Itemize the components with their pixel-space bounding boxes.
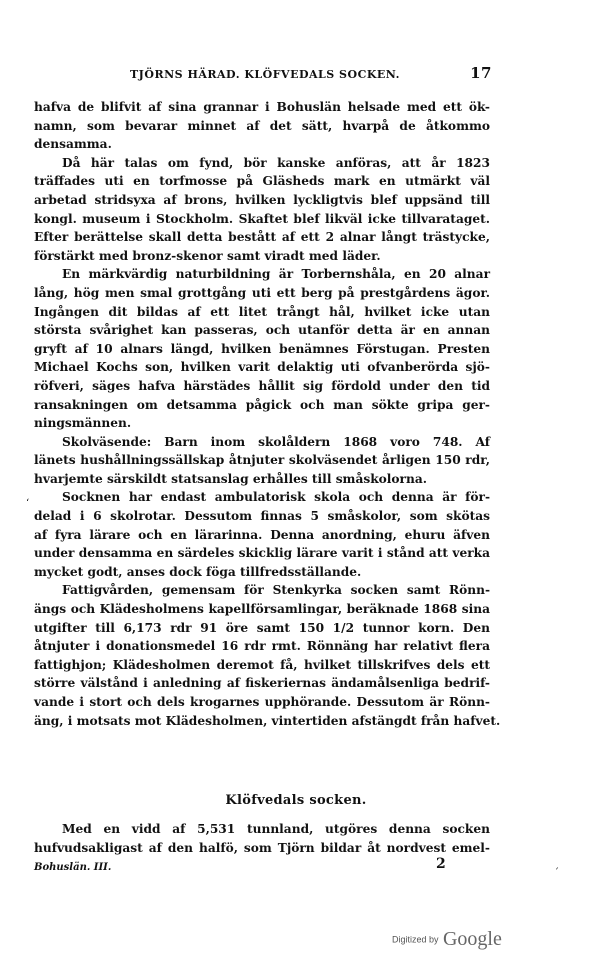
text-line: äng, i motsats mot Klädesholmen, vintertiden afstängdt från hafvet.	[34, 713, 501, 728]
text-line: fattighjon; Klädesholmen deremot få, hvilket tillskrifves dels ett	[34, 657, 490, 672]
watermark-prefix: Digitized by	[392, 934, 439, 945]
text-line: En märkvärdig naturbildning är Torbernshåla, en 20 alnar	[62, 267, 490, 282]
running-title: TJÖRNS HÄRAD. KLÖFVEDALS SOCKEN.	[130, 68, 400, 81]
text-line: under densamma en särdeles skicklig lärare varit i stånd att verka	[34, 546, 490, 561]
text-line: Michael Kochs son, hvilken varit delaktig uti ofvanberörda sjö-	[34, 360, 490, 375]
text-line: Skolväsende: Barn inom skolåldern 1868 voro 748. Af	[62, 434, 490, 449]
sheet-number: 2	[436, 856, 446, 872]
signature-mark: Bohuslän. III.	[34, 862, 112, 873]
section-heading: Klöfvedals socken.	[225, 793, 367, 808]
text-line: hufvudsakligast af den halfö, som Tjörn bildar åt nordvest emel-	[34, 840, 490, 855]
text-line: utgifter till 6,173 rdr 91 öre samt 150 1/2 tunnor korn. Den	[34, 620, 490, 635]
text-line: största svårighet kan passeras, och utanför detta är en annan	[34, 323, 490, 338]
text-line: Socknen har endast ambulatorisk skola och denna är för-	[62, 490, 490, 505]
watermark-brand: Google	[442, 928, 502, 950]
page-number: 17	[470, 64, 492, 82]
text-line: densamma.	[34, 137, 112, 152]
text-line: träffades uti en torfmosse på Gläsheds mark en utmärkt väl	[34, 174, 490, 189]
digitization-watermark	[392, 928, 502, 951]
main-text-block	[34, 98, 501, 730]
text-line: länets hushållningssällskap åtnjuter skolväsendet årligen 150 rdr,	[34, 453, 490, 468]
text-line: ransakningen om detsamma pågick och man sökte gripa ger-	[34, 397, 490, 412]
text-line: hvarjemte särskildt statsanslag erhålles till småskolorna.	[34, 471, 427, 486]
text-line: mycket godt, anses dock föga tillfredsställande.	[34, 564, 362, 579]
text-line: af fyra lärare och en lärarinna. Denna anordning, ehuru äfven	[34, 527, 490, 542]
text-line: Med en vidd af 5,531 tunnland, utgöres denna socken	[62, 822, 490, 836]
text-line: Ingången dit bildas af ett litet trångt hål, hvilket icke utan	[34, 304, 490, 319]
text-line: vande i stort och dels krogarnes upphörande. Dessutom är Rönn-	[34, 695, 490, 709]
text-line: ningsmännen.	[34, 416, 132, 431]
text-line: åtnjuter i donationsmedel 16 rdr rmt. Rönnäng har relativt flera	[34, 639, 490, 654]
text-line: arbetad stridsyxa af brons, hvilken lyckligtvis blef uppsänd till	[34, 192, 490, 207]
text-line: röfveri, säges hafva härstädes hållit sig fördold under den tid	[34, 378, 490, 393]
text-line: hafva de blifvit af sina grannar i Bohuslän helsade med ett ök-	[34, 100, 490, 114]
text-line: gryft af 10 alnars längd, hvilken benämnes Förstugan. Presten	[34, 341, 490, 356]
text-line: ängs och Klädesholmens kapellförsamlingar, beräknade 1868 sina	[34, 602, 490, 617]
margin-mark: ´	[554, 868, 559, 879]
text-line: namn, som bevarar minnet af det sätt, hvarpå de åtkommo	[34, 118, 490, 133]
text-line: delad i 6 skolrotar. Dessutom finnas 5 småskolor, som skötas	[34, 509, 490, 524]
text-line: Då här talas om fynd, bör kanske anföras, att år 1823	[62, 155, 490, 170]
text-line: större välstånd i anledning af fiskeriernas ändamålsenliga bedrif-	[34, 676, 490, 691]
text-line: kongl. museum i Stockholm. Skaftet blef likväl icke tillvarataget.	[34, 211, 490, 226]
text-line: Efter berättelse skall detta bestått af ett 2 alnar långt trästycke,	[34, 230, 490, 245]
text-line: lång, hög men smal grottgång uti ett berg på prestgårdens ägor.	[34, 285, 490, 300]
text-line: förstärkt med bronz-skenor samt viradt med läder.	[34, 248, 381, 263]
margin-mark: ʻ	[26, 498, 30, 509]
running-header	[34, 66, 492, 82]
text-line: Fattigvården, gemensam för Stenkyrka socken samt Rönn-	[62, 583, 490, 598]
section-text-block	[34, 820, 490, 857]
